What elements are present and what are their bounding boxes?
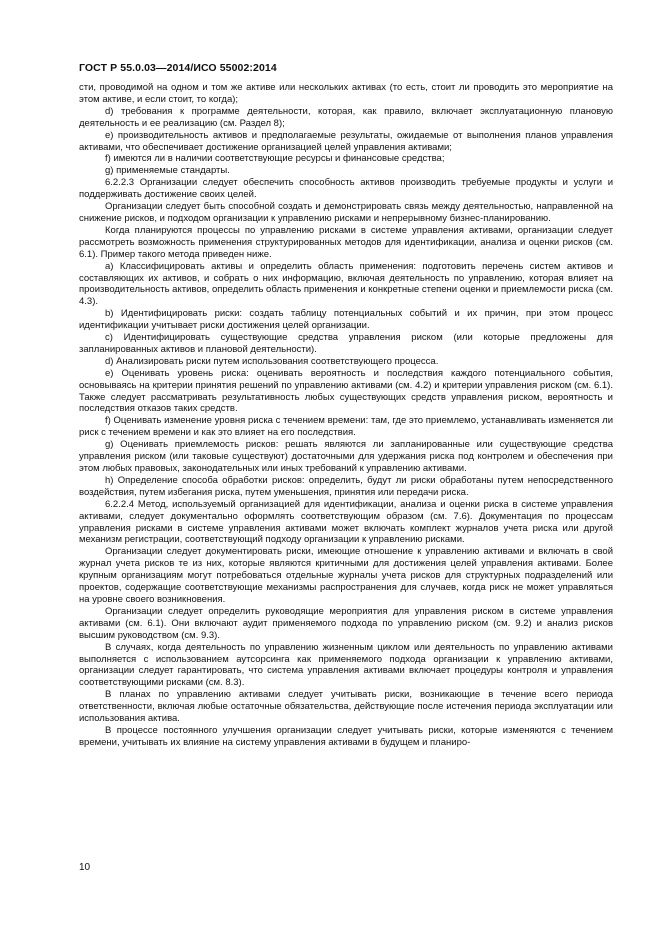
paragraph: В планах по управлению активами следует учитывать риски, возникающие в течение всего периода ответственности, включая любые остаточные обязательства, действующие после истечения периода эксплуатации или использования актива. — [79, 689, 613, 725]
clause-6-2-2-4: 6.2.2.4 Метод, используемый организацией для идентификации, анализа и оценки риска в системе управления активами, следует документально оформлять соответствующим образом (см. 7.6). Документация по процессам управления рисками в системе управления активами может включать комплект журналов учета риска или другой механизм регистрации, соответствующий подходу организации к управлению рисками. — [79, 498, 613, 546]
list-item-g: g) применяемые стандарты. — [105, 165, 230, 177]
list-item-e: e) производительность активов и предполагаемые результаты, ожидаемые от выполнения планов управления активами, что обеспечивает достижение организацией целей управления активами; — [79, 129, 613, 153]
paragraph-continuation: сти, проводимой на одном и том же активе или нескольких активах (то есть, стоит ли проводить это мероприятие на этом активе, и если стоит, то когда); — [79, 82, 613, 105]
method-step-f: f) Оценивать изменение уровня риска с течением времени: там, где это приемлемо, устанавливать изменяется ли риск с течением времени и как это влияет на его последствия. — [79, 415, 613, 439]
method-step-g: g) Оценивать приемлемость рисков: решать являются ли запланированные или существующие средства управления риском (или таковые существуют) достаточными для удержания риска под контролем и обеспечения при этом любых правовых, законодательных или иных требований к управлению активами. — [79, 439, 613, 474]
method-step-h: h) Определение способа обработки рисков: определить, будут ли риски обработаны путем непосредственного воздействия, путем избегания риска, путем уменьшения, принятия или передачи риска. — [79, 474, 613, 498]
list-item-d: d) требования к программе деятельности, которая, как правило, включает эксплуатационную плановую деятельность и ее реализацию (см. Раздел 8); — [79, 105, 613, 129]
paragraph: В процессе постоянного улучшения организации следует учитывать риски, которые изменяются с течением времени, учитывать их влияние на систему управления активами в будущем и планиро- — [79, 724, 613, 748]
document-body — [79, 82, 613, 749]
method-step-c: c) Идентифицировать существующие средства управления риском (или которые предложены для запланированных активов и плановой деятельности). — [79, 332, 613, 355]
paragraph: Организации следует документировать риски, имеющие отношение к управлению активами и включать в свой журнал учета рисков те из них, которые являются критичными для достижения целей управления активами. Более крупным организациям могут потребоваться отдельные журналы учета рисков для структурных подразделений или проектов, содержащие соответствующие механизмы распространения для случаев, когда риск не может управляться на уровне своего возникновения. — [79, 546, 613, 605]
method-step-e: e) Оценивать уровень риска: оценивать вероятность и последствия каждого потенциального события, основываясь на критерии принятия решений по управлению активами (см. 4.2) и критерии управления риском (см. 6.1). Также следует рассматривать результативность любых существующих средств управления риском, вероятность и последствия отказов таких средств. — [79, 367, 613, 415]
clause-6-2-2-3: 6.2.2.3 Организации следует обеспечить способность активов производить требуемые продукты и услуги и поддерживать достижение своих целей. — [79, 177, 613, 201]
method-step-b: b) Идентифицировать риски: создать таблицу потенциальных событий и их причин, при этом процесс идентификации учитывает риски достижения целей организации. — [79, 308, 613, 332]
paragraph: В случаях, когда деятельность по управлению жизненным циклом или деятельность по управлению активами выполняется с использованием аутсорсинга как применяемого подхода организации к управлению активами, организации следует гарантировать, что система управления активами включает процедуры контроля и управления соответствующими рисками (см. 8.3). — [79, 641, 613, 689]
document-header-title: ГОСТ Р 55.0.03—2014/ИСО 55002:2014 — [79, 62, 277, 74]
paragraph: Организации следует определить руководящие мероприятия для управления риском в системе управления активами (см. 6.1). Они включают аудит применяемого подхода по управлению риском (см. 9.2) и анализ рисков высшим руководством (см. 9.3). — [79, 605, 613, 641]
list-item-f: f) имеются ли в наличии соответствующие ресурсы и финансовые средства; — [105, 153, 445, 165]
paragraph: Когда планируются процессы по управлению рисками в системе управления активами, организации следует рассмотреть возможность применения структурированных методов для идентификации, анализа и оценки рисков (см. 6.1). Пример такого метода приведен ниже. — [79, 224, 613, 260]
method-step-a: a) Классифицировать активы и определить область применения: подготовить перечень систем активов и составляющих их активов, и собрать о них информацию, включая деятельность по управлению, которая влияет на производительность активов, определить область применения и конкретные степени оценки и приемлемости риска (см. 4.3). — [79, 260, 613, 308]
page-number: 10 — [79, 862, 91, 873]
method-step-d: d) Анализировать риски путем использования соответствующего процесса. — [105, 355, 439, 367]
paragraph: Организации следует быть способной создать и демонстрировать связь между деятельностью, направленной на снижение рисков, и подходом организации к управлению рисками и непрерывному бизнес-планированию. — [79, 201, 613, 224]
